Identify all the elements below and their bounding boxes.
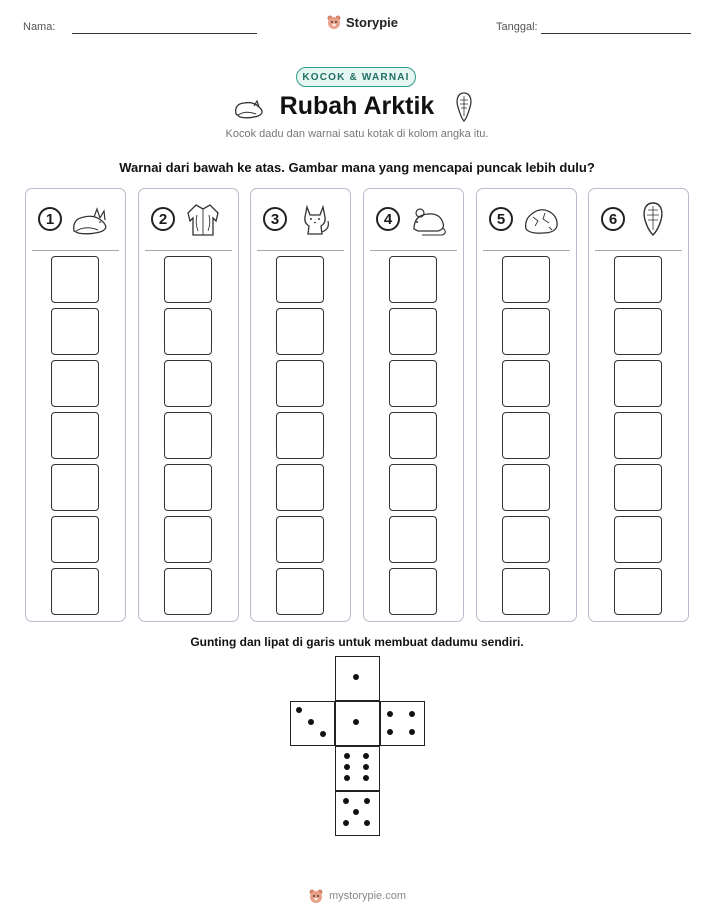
color-box[interactable] [614,568,662,615]
color-box[interactable] [164,464,212,511]
color-box[interactable] [389,568,437,615]
die-face-1-center [335,701,380,746]
column-header [595,189,682,251]
color-box[interactable] [614,256,662,303]
die-face-6 [335,746,380,791]
page-subtitle: Kocok dadu dan warnai satu kotak di kolom angka itu. [225,128,489,140]
color-box[interactable] [389,308,437,355]
color-column-1 [25,188,126,622]
color-column-3 [250,188,351,622]
name-label: Nama: [23,21,56,33]
name-line[interactable] [72,33,257,34]
color-box[interactable] [276,516,324,563]
date-label: Tanggal: [496,21,538,33]
color-box[interactable] [389,516,437,563]
color-box[interactable] [51,568,99,615]
column-number: 6 [601,207,625,231]
color-box[interactable] [276,256,324,303]
color-box[interactable] [51,360,99,407]
page-title: Rubah Arktik [279,92,435,120]
rock-icon [521,201,561,237]
color-box[interactable] [614,308,662,355]
color-box[interactable] [276,412,324,459]
bear-logo-icon [326,14,342,30]
color-column-4 [363,188,464,622]
column-number: 5 [489,207,513,231]
arctic-fox-icon [70,201,110,237]
color-box[interactable] [164,568,212,615]
color-column-2 [138,188,239,622]
color-box[interactable] [51,464,99,511]
color-column-5 [476,188,577,622]
brand-name: Storypie [346,14,399,30]
color-box[interactable] [502,256,550,303]
color-box[interactable] [502,412,550,459]
color-box[interactable] [164,412,212,459]
color-box[interactable] [51,256,99,303]
column-header [32,189,119,251]
snowshoe-icon [455,92,473,122]
color-box[interactable] [51,308,99,355]
color-box[interactable] [502,308,550,355]
column-header [145,189,232,251]
die-face-3 [290,701,335,746]
column-header [257,189,344,251]
footer-url: mystorypie.com [328,890,407,902]
color-box[interactable] [389,464,437,511]
column-header [483,189,570,251]
color-box[interactable] [276,568,324,615]
color-box[interactable] [51,516,99,563]
color-box[interactable] [276,308,324,355]
color-box[interactable] [614,412,662,459]
fur-coat-icon [183,201,223,237]
color-box[interactable] [51,412,99,459]
snowshoe-icon [633,201,673,237]
color-box[interactable] [276,360,324,407]
fox-cub-icon [295,201,335,237]
column-number: 4 [376,207,400,231]
color-box[interactable] [502,360,550,407]
instruction-text: Warnai dari bawah ke atas. Gambar mana yang mencapai puncak lebih dulu? [119,160,595,175]
die-face-5 [335,791,380,836]
color-box[interactable] [614,464,662,511]
color-box[interactable] [389,256,437,303]
die-face-4 [380,701,425,746]
bear-logo-icon [308,888,324,904]
cut-instruction: Gunting dan lipat di garis untuk membuat dadumu sendiri. [190,635,524,649]
column-header [370,189,457,251]
color-box[interactable] [164,360,212,407]
color-box[interactable] [502,464,550,511]
color-box[interactable] [614,360,662,407]
color-box[interactable] [502,568,550,615]
lemming-icon [408,201,448,237]
column-number: 2 [151,207,175,231]
activity-badge: KOCOK & WARNAI [296,67,416,87]
column-number: 1 [38,207,62,231]
color-box[interactable] [389,412,437,459]
color-box[interactable] [164,256,212,303]
column-number: 3 [263,207,287,231]
color-box[interactable] [164,308,212,355]
color-box[interactable] [502,516,550,563]
color-box[interactable] [164,516,212,563]
date-line[interactable] [541,33,691,34]
footer [0,888,714,904]
color-box[interactable] [389,360,437,407]
color-box[interactable] [614,516,662,563]
die-face-1 [335,656,380,701]
brand-logo [326,14,398,30]
color-column-6 [588,188,689,622]
color-box[interactable] [276,464,324,511]
